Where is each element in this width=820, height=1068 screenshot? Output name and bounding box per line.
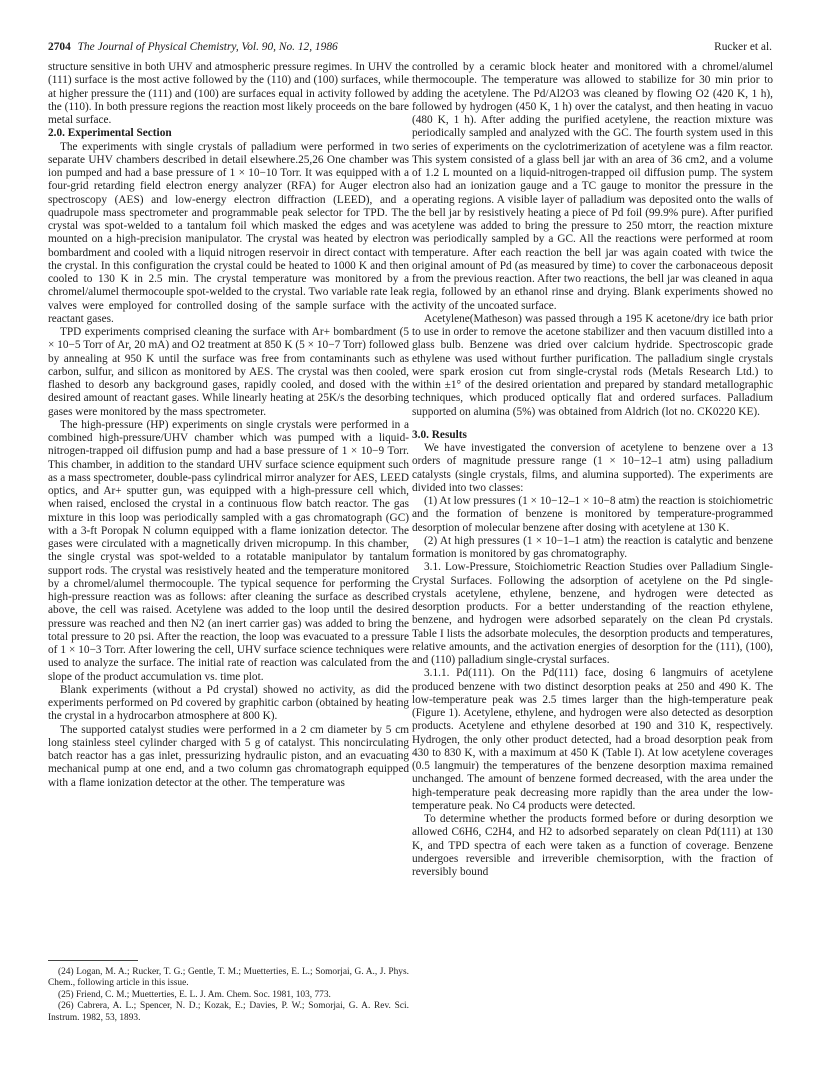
paragraph: The experiments with single crystals of palladium were performed in two separate UHV chambers described in detail elsewhere.25,26 One chamber was ion pumped and had a base pressure of 1 × 10−10 Torr. It was equipped with a four-grid retarding field electron energy analyzer (RFA) for Auger electron spectroscopy (AES) and low-energy electron diffraction (LEED), and a quadrupole mass spectrometer and programmable peak selector for TPD. The crystal was spot-welded to a tantalum foil which masked the edges and was mounted on a high-precision manipulator. The crystal was heated by electron bombardment and cooled with a liquid nitrogen reservoir in direct contact with the crystal. In this configuration the crystal could be heated to 1000 K and then cooled to 130 K in 2.5 min. The crystal temperature was monitored by a chromel/alumel thermocouple spot-welded to the crystal. Two variable rate leak valves were employed for controlled dosing of the sample surface with the reactant gases. — [48, 140, 409, 325]
footnote: (26) Cabrera, A. L.; Spencer, N. D.; Kozak, E.; Davies, P. W.; Somorjai, G. A. Rev. Sci. Instrum. 1982, 53, 1893. — [48, 1001, 409, 1023]
paragraph: The high-pressure (HP) experiments on single crystals were performed in a combined high-pressure/UHV chamber which was pumped with a liquid-nitrogen-trapped oil diffusion pump and had a base pressure of 1 × 10−9 Torr. This chamber, in addition to the standard UHV surface science equipment such as a mass spectrometer, double-pass cylindrical mirror analyzer for AES, LEED optics, and Ar+ sputter gun, was equipped with a high-pressure cell which, when raised, enclosed the crystal in a continuous flow batch reactor. The gas mixture in this loop was periodically sampled with a gas chromatograph (GC) with a 3-ft Poropak N column equipped with a flame ionization detector. The gases were circulated with a magnetically driven micropump. In this chamber, the single crystal was spot-welded to a rotatable manipulator by tantalum support rods. The crystal was resistively heated and the temperature monitored by a chromel/alumel thermocouple. The typical sequence for performing the high-pressure reaction was as follows: after cleaning the surface as described above, the cell was raised. Acetylene was added to the loop until the desired pressure was reached and then N2 (an inert carrier gas) was added to bring the total pressure to 20 psi. After the reaction, the loop was evacuated to a pressure of 1 × 10−3 Torr. After lowering the cell, UHV surface science techniques were used to analyze the surface. The initial rate of reaction was calculated from the slope of the product accumulation vs. time plot. — [48, 418, 409, 683]
journal-citation: The Journal of Physical Chemistry, Vol. 90, No. 12, 1986 — [77, 41, 338, 53]
paragraph: Acetylene(Matheson) was passed through a 195 K acetone/dry ice bath prior to use in order to remove the acetone stabilizer and then vacuum distilled into a glass bulb. Benzene was dried over calcium hydride. Spectroscopic grade ethylene was used without further purification. The palladium single crystals were spark erosion cut from single-crystal rods (Metals Research Ltd.) to within ±1° of the desired orientation and prepared by standard metallographic techniques, which produced optically flat and ordered surfaces. Palladium supported on alumina (5%) was obtained from Aldrich (lot no. CK0220 KE). — [412, 312, 773, 418]
left-column — [48, 61, 409, 790]
right-column — [412, 61, 773, 879]
paragraph: TPD experiments comprised cleaning the surface with Ar+ bombardment (5 × 10−5 Torr of Ar, 20 mA) and O2 treatment at 850 K (5 × 10−7 Torr) followed by annealing at 950 K until the surface was free from contaminants such as carbon, sulfur, and silicon as monitored by AES. The crystal was then cooled, flashed to desorb any background gases, rapidly cooled, and dosed with the desired amount of reactant gases. While linearly heating at 25K/s the desorbing gases were monitored by the mass spectrometer. — [48, 326, 409, 418]
paragraph: (2) At high pressures (1 × 10−1–1 atm) the reaction is catalytic and benzene formation is monitored by gas chromatography. — [412, 534, 773, 560]
footnote-divider — [48, 960, 138, 961]
footnote: (24) Logan, M. A.; Rucker, T. G.; Gentle, T. M.; Muetterties, E. L.; Somorjai, G. A., J. Phys. Chem., following article in this issue. — [48, 967, 409, 989]
paragraph: To determine whether the products formed before or during desorption we allowed C6H6, C2H4, and H2 to adsorbed separately on clean Pd(111) at 130 K, and TPD spectra of each were taken as a function of coverage. Benzene undergoes reversible and irreverible chemisorption, with the fraction of reversibly bound — [412, 813, 773, 878]
paragraph: The supported catalyst studies were performed in a 2 cm diameter by 5 cm long stainless steel cylinder charged with 5 g of catalyst. This noncirculating batch reactor has a gas inlet, pressurizing hydraulic piston, and an evacuating mechanical pump at one end, and a two column gas chromatograph equipped with a flame ionization detector at the other. The temperature was — [48, 723, 409, 789]
paragraph: structure sensitive in both UHV and atmospheric pressure regimes. In UHV the (111) surface is the most active followed by the (110) and (100) surfaces, while at higher pressure the (111) and (100) are surfaces equal in activity followed by the (110). In both pressure regions the reaction most likely proceeds on the bare metal surface. — [48, 61, 409, 126]
paragraph: Blank experiments (without a Pd crystal) showed no activity, as did the experiments performed on Pd covered by graphitic carbon (obtained by heating the crystal in a hydrocarbon atmosphere at 800 K). — [48, 683, 409, 723]
footnotes — [48, 967, 409, 1024]
paragraph: We have investigated the conversion of acetylene to benzene over a 13 orders of magnitude pressure range (1 × 10−12–1 atm) using palladium catalysts (single crystals, films, and alumina supported). The experiments are divided into two classes: — [412, 442, 773, 494]
footnote: (25) Friend, C. M.; Muetterties, E. L. J. Am. Chem. Soc. 1981, 103, 773. — [58, 989, 331, 1000]
paragraph: controlled by a ceramic block heater and monitored with a chromel/alumel thermocouple. The temperature was allowed to stabilize for 30 min prior to adding the acetylene. The Pd/Al2O3 was cleaned by flowing O2 (420 K, 1 h), followed by hydrogen (450 K, 1 h) over the catalyst, and then heating in vacuo (480 K, 1 h). After adding the purified acetylene, the reaction mixture was periodically sampled and analyzed with the GC. The fourth system used in this series of experiments on the cyclotrimerization of acetylene was a film reactor. This system consisted of a glass bell jar with an area of 36 cm2, and a volume of 1.2 L mounted on a liquid-nitrogen-trapped oil diffusion pump. The system also had an ionization gauge and a TC gauge to monitor the pressure in the operating regions. A visible layer of palladium was deposited onto the walls of the bell jar by resistively heating a piece of Pd foil (99.9% pure). After purified acetylene was added to bring the pressure to 250 mtorr, the reaction mixture was periodically sampled by a GC. All the reactions were performed at room temperature. After each reaction the bell jar was again coated with twice the original amount of Pd (as measured by time) to cover the carbonaceous deposit from the previous reaction. After two reactions, the bell jar was cleaned in aqua regia, followed by an ethanol rinse and drying. Blank experiments showed no activity of the uncoated surface. — [412, 61, 773, 312]
paragraph: 3.1. Low-Pressure, Stoichiometric Reaction Studies over Palladium Single-Crystal Surfaces. Following the adsorption of acetylene on the Pd single-crystals acetylene, ethylene, benzene, and hydrogen were detected as desorption products. For a better understanding of the reaction ethylene, benzene, and hydrogen were adsorbed separately on the clean Pd crystals. Table I lists the adsorbate molecules, the desorption products and temperatures, relative amounts, and the activation energies of desorption for the (111), (100), and (110) palladium single-crystal surfaces. — [412, 561, 773, 666]
running-head-authors: Rucker et al. — [714, 41, 772, 53]
paragraph: (1) At low pressures (1 × 10−12–1 × 10−8 atm) the reaction is stoichiometric and the formation of benzene is monitored by temperature-programmed desorption of molecular benzene after dosing with acetylene at 130 K. — [412, 495, 773, 534]
page-header — [48, 37, 772, 57]
section-heading-results: 3.0. Results — [412, 428, 467, 441]
paragraph: 3.1.1. Pd(111). On the Pd(111) face, dosing 6 langmuirs of acetylene produced benzene with two distinct desorption peaks at 250 and 490 K. The low-temperature peak was 2.5 times larger than the high-temperature peak (Figure 1). Acetylene, ethylene, and hydrogen were also detected as desorption products. Acetylene and ethylene desorbed at 190 and 310 K, respectively. Hydrogen, the only other product detected, had a broad desorption peak from 430 to 830 K, with a maximum at 450 K (Table I). At low acetylene coverages (0.5 langmuir) the temperatures of the benzene desorption maxima remained unchanged. The amount of benzene formed decreased, with the area under the high-temperature peak decreasing more rapidly than the area under the low-temperature peak. No C4 products were detected. — [412, 667, 773, 812]
section-heading-experimental: 2.0. Experimental Section — [48, 127, 172, 140]
page-number: 2704 — [48, 41, 71, 53]
